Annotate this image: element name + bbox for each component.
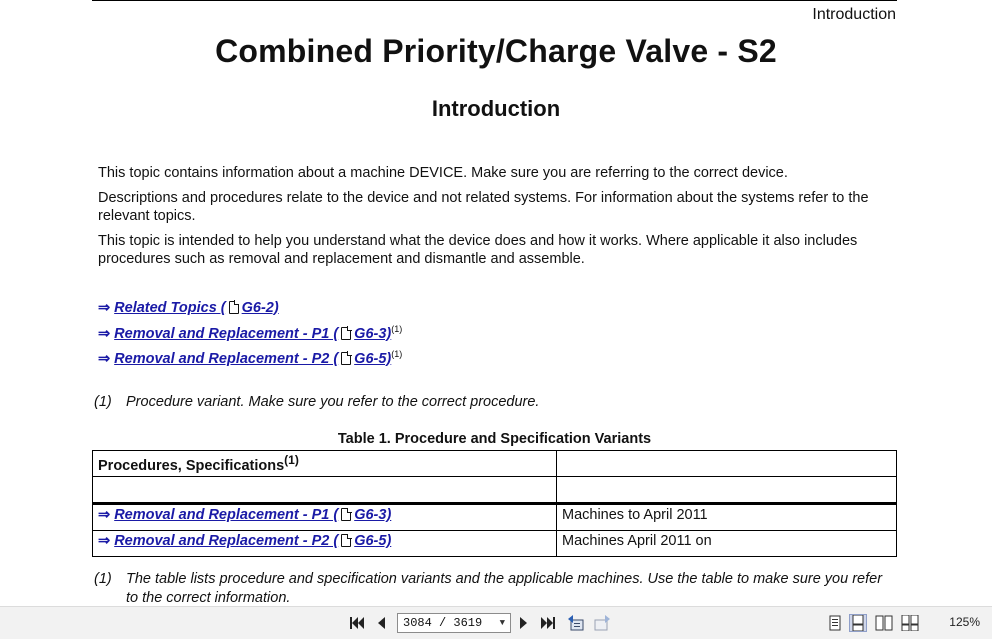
viewer-toolbar [0, 606, 992, 639]
table-empty-cell [557, 477, 897, 504]
document-icon [229, 301, 239, 314]
footnote-1 [94, 393, 896, 412]
next-page-icon[interactable] [515, 614, 533, 632]
arrow-right-icon: ⇒ [98, 299, 111, 316]
document-icon [341, 327, 351, 340]
link-removal-replacement-p1[interactable] [98, 324, 402, 342]
arrow-right-icon: ⇒ [98, 325, 111, 342]
continuous-view-icon[interactable] [849, 614, 867, 632]
facing-view-icon[interactable] [875, 614, 893, 632]
footnote-text: Procedure variant. Make sure you refer to the correct procedure. [126, 394, 540, 410]
chevron-down-icon: ▼ [499, 618, 505, 628]
table-row [93, 531, 897, 557]
last-page-icon[interactable] [539, 614, 557, 632]
document-icon [341, 534, 351, 547]
table-value-cell: Machines to April 2011 [557, 504, 897, 531]
arrow-right-icon: ⇒ [98, 507, 111, 523]
table-link-p1[interactable]: ⇒ Removal and Replacement - P1 ( G6-3) [98, 507, 392, 523]
paragraph-3: This topic is intended to help you understand what the device does and how it works. Where applicable it also includes procedures such as removal and replacement and dismantle and assemble. [98, 233, 858, 267]
table-link-cell [93, 504, 557, 531]
link-related-topics[interactable] [98, 298, 279, 316]
table-link-cell [93, 531, 557, 557]
link-text[interactable]: Related Topics ( G6-2) [114, 299, 279, 316]
running-head: Introduction [812, 6, 896, 23]
table-empty-cell [93, 477, 557, 504]
footnote-marker: (1) [391, 349, 403, 359]
zoom-level[interactable]: 125% [949, 615, 980, 629]
document-title: Combined Priority/Charge Valve - S2 [215, 33, 777, 69]
table-value-cell: Machines April 2011 on [557, 531, 897, 557]
document-icon [341, 352, 351, 365]
section-title: Introduction [431, 96, 561, 121]
paragraph-2: Descriptions and procedures relate to the device and not related systems. For information about the systems refer to the relevant topics. [98, 190, 869, 224]
table-link-p2[interactable]: ⇒ Removal and Replacement - P2 ( G6-5) [98, 533, 392, 549]
table-row [93, 504, 897, 531]
top-rule [92, 0, 897, 1]
first-page-icon[interactable] [348, 614, 366, 632]
footnote-2 [94, 570, 896, 606]
footnote-marker: (1) [391, 324, 403, 334]
paragraph-1: This topic contains information about a machine DEVICE. Make sure you are referring to the correct device. [98, 165, 788, 181]
table-header-empty-cell [557, 451, 897, 477]
link-text[interactable]: Removal and Replacement - P2 ( G6-5) [114, 350, 392, 367]
footnote-number: (1) [94, 571, 112, 587]
link-removal-replacement-p2[interactable] [98, 349, 402, 367]
table-caption: Table 1. Procedure and Specification Variants [337, 431, 652, 447]
arrow-right-icon: ⇒ [98, 350, 111, 367]
document-icon [341, 508, 351, 521]
continuous-facing-view-icon[interactable] [901, 614, 919, 632]
footnote-text: The table lists procedure and specification variants and the applicable machines. Use the table to make sure you refer to the correct information. [126, 571, 883, 606]
variants-table [92, 450, 897, 557]
table-header-cell: Procedures, Specifications$^{(1)}$ [93, 451, 557, 477]
previous-page-icon[interactable] [372, 614, 390, 632]
arrow-right-icon: ⇒ [98, 533, 111, 549]
single-page-view-icon[interactable] [826, 614, 844, 632]
go-forward-icon[interactable] [593, 614, 611, 632]
link-text[interactable]: Removal and Replacement - P1 ( G6-3) [114, 325, 392, 342]
page-number-select[interactable]: 3084 / 3619 ▼ [397, 613, 511, 633]
footnote-number: (1) [94, 394, 112, 410]
go-back-icon[interactable] [567, 614, 585, 632]
